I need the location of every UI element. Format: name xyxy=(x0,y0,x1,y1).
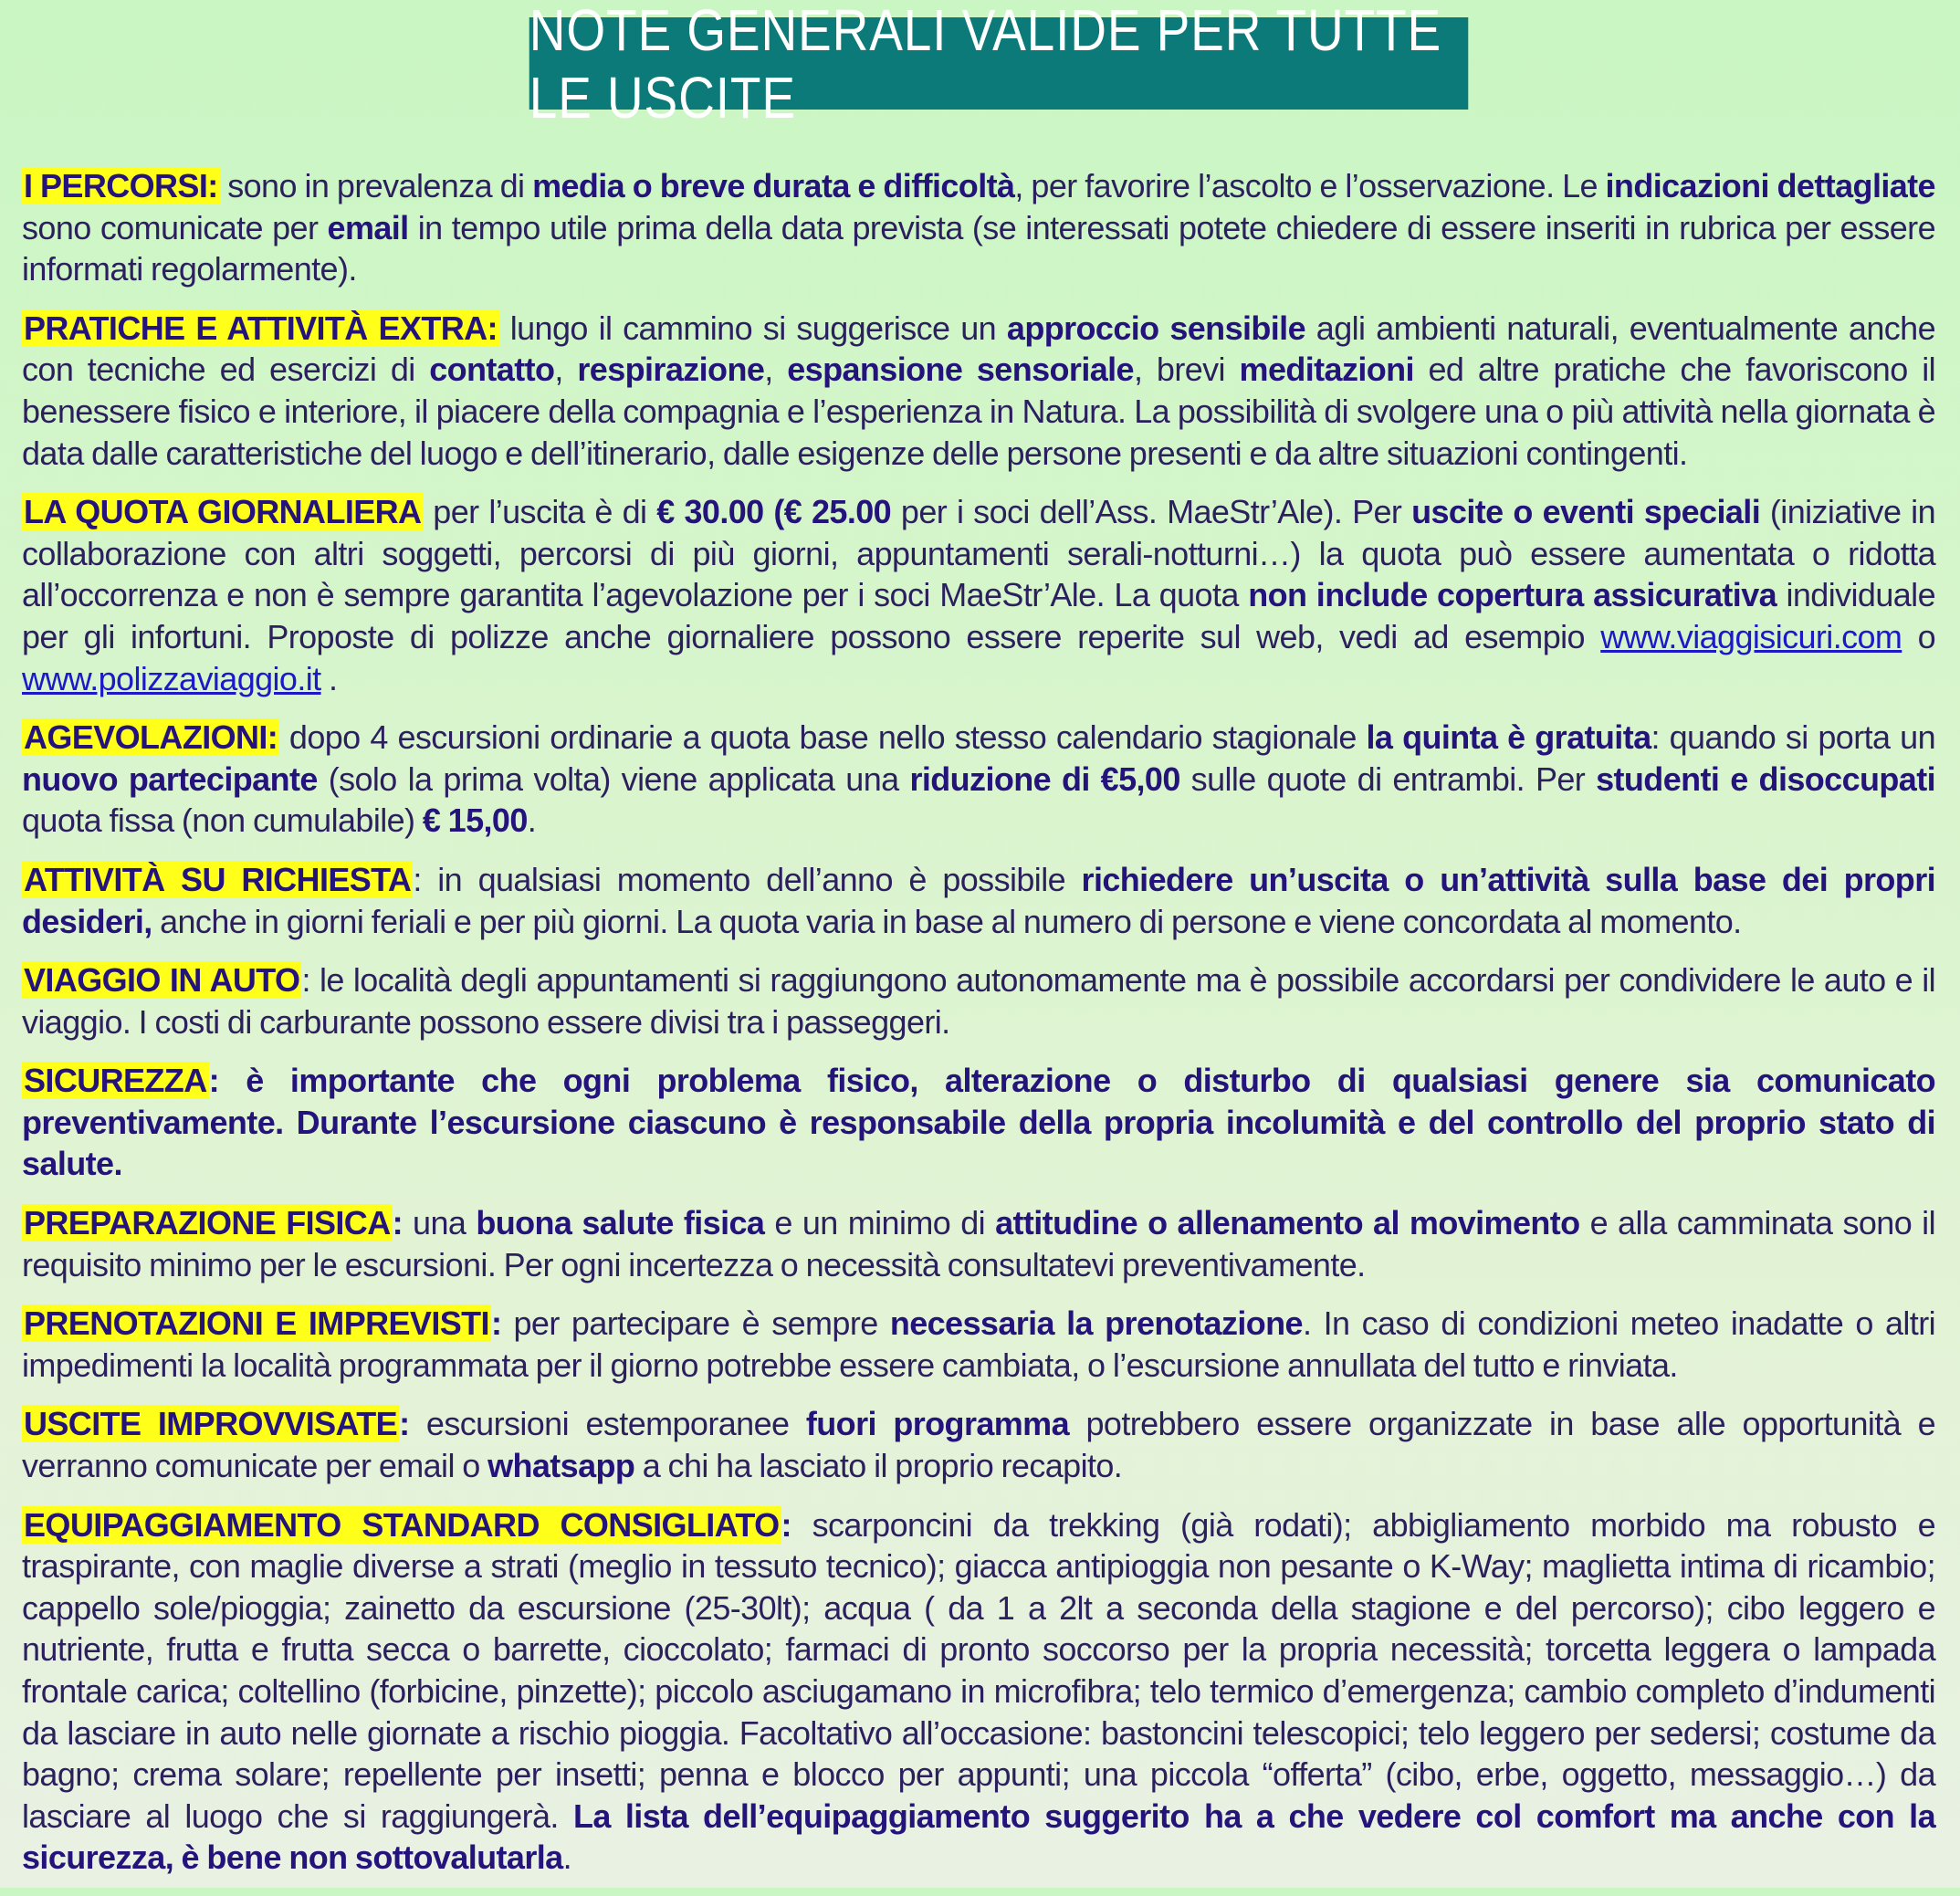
text: . xyxy=(320,659,338,697)
text: e alla camminata sono il requisito minimo per le escursioni. Per ogni incertezza o necessità consultatevi preventivamente. xyxy=(22,1204,1935,1283)
section-richiesta xyxy=(22,859,1935,942)
text: : quando si porta un xyxy=(1651,718,1935,757)
text: : xyxy=(781,1505,791,1544)
text: per i soci dell’Ass. MaeStr’Ale). Per xyxy=(891,493,1412,531)
section-heading: PRATICHE E ATTIVITÀ EXTRA: xyxy=(24,309,498,347)
bold-text: riduzione di €5,00 xyxy=(909,759,1180,798)
text: , brevi xyxy=(1133,351,1240,389)
text: lungo il cammino si suggerisce un xyxy=(498,309,1007,347)
text: per l’uscita è di xyxy=(423,493,657,531)
bold-text: indicazioni dettagliate xyxy=(1605,167,1935,204)
text: (iniziative in collaborazione con altri soggetti, percorsi di più giorni, appuntamenti serali-notturni…) la quota può essere aumentata o ridotta all’occorrenza e non è sempre garantita l’agevolazione per i soci MaeStr’Ale. La quota xyxy=(22,493,1935,614)
section-heading: ATTIVITÀ SU RICHIESTA xyxy=(24,860,412,898)
text: escursioni estemporanee xyxy=(409,1405,806,1443)
bold-text: € 30.00 xyxy=(656,493,764,531)
text: agli ambienti naturali, eventualmente anche con tecniche ed esercizi di xyxy=(22,309,1936,389)
bold-text: fuori programma xyxy=(805,1405,1070,1443)
text: sono comunicate per xyxy=(22,208,328,246)
section-heading: VIAGGIO IN AUTO xyxy=(24,961,300,1000)
text: : in qualsiasi momento dell’anno è possibile xyxy=(413,860,1082,898)
text: , per favorire l’ascolto e l’osservazione. Le xyxy=(1014,167,1606,204)
text: dopo 4 escursioni ordinarie a quota base nello stesso calendario stagionale xyxy=(279,718,1367,757)
section-percorsi xyxy=(22,165,1935,290)
bold-text: attitudine o allenamento al movimento xyxy=(995,1204,1580,1242)
section-heading: LA QUOTA GIORNALIERA xyxy=(24,493,422,531)
text: . In caso di condizioni meteo inadatte o altri impedimenti la località programmata per il giorno potrebbe essere cambiata, o l’escursione annullata del tutto e rinviata. xyxy=(22,1304,1935,1384)
section-heading: SICUREZZA xyxy=(24,1062,207,1100)
section-heading: AGEVOLAZIONI: xyxy=(24,718,278,757)
bold-text: contatto xyxy=(429,351,555,389)
section-viaggio xyxy=(22,959,1935,1042)
bold-text: media o breve durata e difficoltà xyxy=(532,167,1015,204)
section-preparazione xyxy=(22,1202,1935,1285)
section-heading: EQUIPAGGIAMENTO STANDARD CONSIGLIATO xyxy=(24,1505,780,1544)
bold-text: uscite o eventi speciali xyxy=(1411,493,1761,531)
text: o xyxy=(1902,617,1936,655)
bold-text: approccio sensibile xyxy=(1006,309,1306,347)
link-viaggisicuri[interactable]: www.viaggisicuri.com xyxy=(1600,617,1902,655)
text: scarponcini da trekking (già rodati); abbigliamento morbido ma robusto e traspirante, con maglie diverse a strati (meglio in tessuto tecnico); giacca antipioggia non pesante o K-Way; maglietta intima di ricambio; cappello sole/pioggia; zainetto da escursione (25-30lt); acqua ( da 1 a 2lt a seconda della stagione e del percorso); cibo leggero e nutriente, frutta e frutta secca o barrette, cioccolato; farmaci di pronto soccorso per la propria necessità; torcetta leggera o lampada frontale carica; coltellino (forbicine, pinzette); piccolo asciugamano in microfibra; telo termico d’emergenza; cambio completo d’indumenti da lasciare in auto nelle giornate a rischio pioggia. Facoltativo all’occasione: bastoncini telescopici; telo leggero per sedersi; costume da bagno; crema solare; repellente per insetti; penna e blocco per appunti; una piccola “offerta” (cibo, erbe, oggetto, messaggio…) da lasciare al luogo che si raggiungerà. xyxy=(22,1505,1935,1835)
bold-text: € 15,00 xyxy=(422,801,528,840)
bold-text: necessaria la prenotazione xyxy=(889,1304,1303,1343)
bold-text: richiedere un’uscita o un’attività sulla base dei propri desideri, xyxy=(22,860,1936,940)
page-title: NOTE GENERALI VALIDE PER TUTTE LE USCITE xyxy=(529,17,1469,110)
text: individuale per gli infortuni. Proposte di polizze anche giornaliere possono essere reperite sul web, vedi ad esempio xyxy=(22,576,1935,655)
bold-text: non include copertura assicurativa xyxy=(1248,576,1777,614)
bold-text: studenti e disoccupati xyxy=(1596,759,1935,798)
section-pratiche xyxy=(22,308,1935,474)
text: : xyxy=(392,1204,403,1242)
text: , xyxy=(764,351,788,389)
text: , xyxy=(554,351,578,389)
text: . xyxy=(562,1838,571,1877)
text: sulle quote di entrambi. Per xyxy=(1179,759,1597,798)
link-polizzaviaggio[interactable]: www.polizzaviaggio.it xyxy=(22,659,321,697)
text: per partecipare è sempre xyxy=(501,1304,890,1343)
text: a chi ha lasciato il proprio recapito. xyxy=(634,1447,1123,1485)
section-improvvisate xyxy=(22,1403,1935,1486)
text: (solo la prima volta) viene applicata una xyxy=(317,759,910,798)
bold-text: la quinta è gratuita xyxy=(1366,718,1651,757)
text: . xyxy=(527,801,537,840)
text: : le località degli appuntamenti si raggiungono autonomamente ma è possibile accordarsi per condividere le auto e il viaggio. I costi di carburante possono essere divisi tra i passeggeri. xyxy=(22,961,1936,1041)
text xyxy=(764,493,774,530)
text: una xyxy=(403,1204,477,1242)
text: : xyxy=(399,1405,410,1443)
text: : xyxy=(490,1304,502,1343)
bold-text: espansione sensoriale xyxy=(787,351,1134,389)
bold-text: buona salute fisica xyxy=(476,1204,765,1242)
text: e un minimo di xyxy=(764,1204,996,1242)
text: potrebbero essere organizzate in base alle opportunità e verranno comunicate per email o xyxy=(22,1405,1935,1485)
bold-text: whatsapp xyxy=(487,1447,635,1485)
bold-text: (€ 25.00 xyxy=(773,493,892,531)
section-prenotazioni xyxy=(22,1303,1935,1386)
section-agevolazioni xyxy=(22,717,1935,842)
bold-text: meditazioni xyxy=(1239,351,1414,389)
section-equipaggiamento xyxy=(22,1504,1935,1879)
bold-text: email xyxy=(327,208,409,246)
section-heading: PRENOTAZIONI E IMPREVISTI xyxy=(24,1304,489,1343)
bold-text: La lista dell’equipaggiamento suggerito ha a che vedere col comfort ma anche con la sicurezza, è bene non sottovalutarla xyxy=(22,1796,1936,1877)
bold-text: nuovo partecipante xyxy=(22,759,318,798)
text: sono in prevalenza di xyxy=(219,167,533,204)
text: ed altre pratiche che favoriscono il benessere fisico e interiore, il piacere della compagnia e l’esperienza in Natura. La possibilità di svolgere una o più attività nella giornata è data dalle caratteristiche del luogo e dell’itinerario, dalle esigenze delle persone presenti e da altre situazioni contingenti. xyxy=(22,351,1935,472)
bold-text: respirazione xyxy=(577,351,765,389)
section-heading: I PERCORSI: xyxy=(24,167,218,204)
section-sicurezza xyxy=(22,1060,1935,1185)
notes-content xyxy=(22,165,1935,1896)
section-quota xyxy=(22,491,1935,699)
text: anche in giorni feriali e per più giorni. La quota varia in base al numero di persone e viene concordata al momento. xyxy=(152,902,1742,940)
section-heading: PREPARAZIONE FISICA xyxy=(24,1204,391,1242)
bold-text: : è importante che ogni problema fisico, alterazione o disturbo di qualsiasi genere sia comunicato preventivamente. Durante l’escursione ciascuno è responsabile della propria incolumità e del controllo del proprio stato di salute. xyxy=(22,1062,1935,1183)
text: quota fissa (non cumulabile) xyxy=(22,801,423,840)
text: in tempo utile prima della data prevista (se interessati potete chiedere di essere inseriti in rubrica per essere informati regolarmente). xyxy=(22,208,1935,288)
section-heading: USCITE IMPROVVISATE xyxy=(24,1405,398,1443)
